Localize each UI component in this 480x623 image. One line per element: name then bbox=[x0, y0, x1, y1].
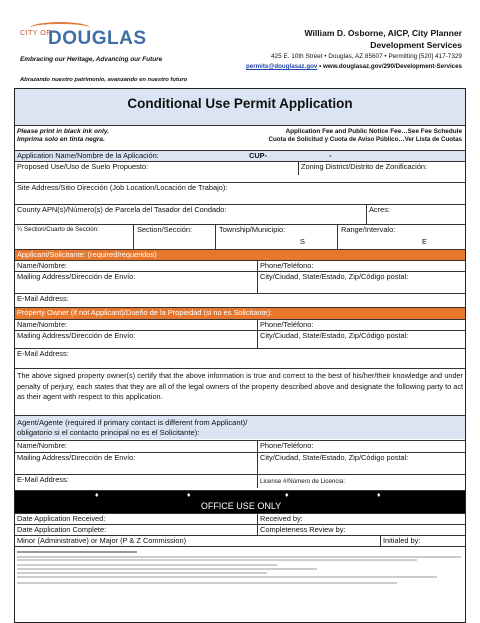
date-complete-label: Date Application Complete: bbox=[17, 525, 107, 534]
print-instructions bbox=[17, 128, 109, 144]
agent-name-label: Name/Nombre: bbox=[17, 441, 68, 450]
initialed-label: Initialed by: bbox=[383, 536, 421, 545]
department: Development Services bbox=[370, 40, 462, 50]
diamond-icon: ♦ bbox=[187, 492, 191, 499]
agent-city-label: City/Ciudad, State/Estado, Zip/Código postal: bbox=[260, 453, 409, 462]
zoning-label: Zoning District/Distrito de Zonificación: bbox=[301, 162, 428, 171]
date-received-label: Date Application Received: bbox=[17, 514, 106, 523]
cert-divider bbox=[15, 368, 465, 369]
proposed-use-label: Proposed Use/Uso de Suelo Propuesto: bbox=[17, 162, 149, 171]
section-row[interactable] bbox=[15, 224, 465, 249]
form-title: Conditional Use Permit Application bbox=[127, 96, 353, 111]
email-link[interactable]: permits@douglasaz.gov bbox=[245, 63, 318, 70]
applicant-name-label: Name/Nombre: bbox=[17, 261, 68, 270]
app-name-label: Application Name/Nombre de la Aplicación: bbox=[17, 151, 159, 160]
contact-line bbox=[246, 63, 462, 70]
site-address-row[interactable] bbox=[15, 182, 465, 204]
certification-text: The above signed property owner(s) certify that the above information is true and correct to the best of his/her/their knowledge and under penalty of perjury, each states that they are all of the legal owners of the property described above and designate the following party to act as their agent with respect to this application. bbox=[17, 371, 463, 401]
apn-row[interactable] bbox=[15, 204, 465, 224]
owner-email-row[interactable] bbox=[15, 348, 465, 368]
office-use-header bbox=[15, 490, 465, 513]
agent-mailing-label: Mailing Address/Dirección de Envío: bbox=[17, 453, 136, 462]
fine-print-line bbox=[17, 568, 317, 570]
print-en: Please print in black ink only. bbox=[17, 128, 110, 135]
print-es: Imprima solo en tinta negra. bbox=[17, 136, 105, 143]
logo-city-text: CITY OF bbox=[20, 30, 51, 37]
cup-dash: - bbox=[329, 151, 332, 160]
acres-label: Acres: bbox=[369, 205, 390, 214]
minor-major-label: Minor (Administrative) or Major (P & Z Commission) bbox=[17, 536, 187, 545]
owner-city-label: City/Ciudad, State/Estado, Zip/Código postal: bbox=[260, 331, 409, 340]
fine-print-line bbox=[17, 564, 277, 566]
fine-print-line bbox=[17, 559, 417, 561]
proposed-use-row[interactable] bbox=[15, 161, 465, 175]
fine-print-line bbox=[17, 576, 437, 578]
agent-header bbox=[15, 415, 465, 439]
range-label: Range/Intervalo: bbox=[341, 225, 396, 234]
address-line: 425 E. 10th Street • Douglas, AZ 85607 • Permitting [520] 417-7329 bbox=[271, 53, 462, 60]
separator: • bbox=[317, 63, 323, 70]
website-link[interactable]: www.douglasaz.gov/290/Development-Services bbox=[322, 63, 462, 70]
section-label: Section/Sección: bbox=[137, 225, 193, 234]
owner-phone-label: Phone/Teléfono: bbox=[260, 320, 314, 329]
fine-print-line bbox=[17, 551, 137, 553]
completeness-label: Completeness Review by: bbox=[260, 525, 346, 534]
owner-name-row[interactable] bbox=[15, 319, 465, 330]
divider bbox=[337, 225, 338, 249]
agent-header-line1: Agent/Agente (required if primary contact is different from Applicant)/ bbox=[17, 418, 248, 427]
divider bbox=[133, 225, 134, 249]
applicant-city-label: City/Ciudad, State/Estado, Zip/Código postal: bbox=[260, 272, 409, 281]
township-label: Township/Municipio: bbox=[219, 225, 286, 234]
range-e: E bbox=[422, 237, 427, 246]
received-row[interactable] bbox=[15, 513, 465, 524]
agent-email-row[interactable] bbox=[15, 474, 465, 488]
tagline-es: Abrazando nuestro patrimonio, avanzando en nuestro futuro bbox=[20, 77, 188, 83]
applicant-email-row[interactable] bbox=[15, 293, 465, 304]
applicant-header-label: Applicant/Solicitante: (required/requeridos) bbox=[17, 250, 157, 259]
planner-name: William D. Osborne, AICP, City Planner bbox=[304, 28, 462, 38]
site-address-label: Site Address/Sitio Dirección (Job Location/Locación de Trabajo): bbox=[17, 183, 228, 192]
diamond-icon: ♦ bbox=[285, 492, 289, 499]
agent-mailing-row[interactable] bbox=[15, 452, 465, 474]
applicant-header bbox=[15, 249, 465, 260]
diamond-icon: ♦ bbox=[95, 492, 99, 499]
fee-en: Application Fee and Public Notice Fee…See Fee Schedule bbox=[285, 128, 462, 135]
received-by-label: Received by: bbox=[260, 514, 303, 523]
applicant-email-label: E-Mail Address: bbox=[17, 294, 69, 303]
tagline-en: Embracing our Heritage, Advancing our Future bbox=[20, 56, 163, 63]
complete-row[interactable] bbox=[15, 524, 465, 535]
fine-print-line bbox=[17, 582, 397, 584]
applicant-phone-label: Phone/Teléfono: bbox=[260, 261, 314, 270]
agent-email-label: E-Mail Address: bbox=[17, 475, 69, 484]
owner-header-label: Property Owner (if not Applicant)/Dueño de la Propiedad (si no es Solicitante): bbox=[17, 308, 273, 317]
license-label: License #/Número de Licencia: bbox=[260, 478, 345, 485]
applicant-mailing-row[interactable] bbox=[15, 271, 465, 293]
office-use-title: OFFICE USE ONLY bbox=[200, 501, 282, 511]
minor-major-row[interactable] bbox=[15, 535, 465, 547]
owner-name-label: Name/Nombre: bbox=[17, 320, 68, 329]
fee-notice bbox=[269, 128, 462, 144]
applicant-mailing-label: Mailing Address/Dirección de Envío: bbox=[17, 272, 136, 281]
agent-name-row[interactable] bbox=[15, 440, 465, 452]
fine-print-line bbox=[17, 556, 461, 558]
township-s: S bbox=[300, 237, 305, 246]
fee-es: Cuota de Solicitud y Cuota de Aviso Público…Ver Lista de Cuotas bbox=[268, 136, 462, 143]
fine-print-line bbox=[17, 572, 267, 574]
app-name-row[interactable] bbox=[15, 150, 465, 161]
owner-mailing-row[interactable] bbox=[15, 330, 465, 348]
owner-header bbox=[15, 307, 465, 319]
divider bbox=[215, 225, 216, 249]
owner-mailing-label: Mailing Address/Dirección de Envío: bbox=[17, 331, 136, 340]
quarter-section-label: ¼ Section/Cuarto de Sección: bbox=[17, 226, 99, 233]
apn-label: County APN(s)/Número(s) de Parcela del Tasador del Condado: bbox=[17, 205, 227, 214]
owner-email-label: E-Mail Address: bbox=[17, 349, 69, 358]
agent-phone-label: Phone/Teléfono: bbox=[260, 441, 314, 450]
logo-name: DOUGLAS bbox=[48, 28, 147, 49]
diamond-icon: ♦ bbox=[377, 492, 381, 499]
agent-header-line2: obligatorio si el contacto principal no es el Solicitante): bbox=[17, 428, 200, 437]
cup-prefix: CUP- bbox=[249, 151, 268, 160]
applicant-name-row[interactable] bbox=[15, 260, 465, 271]
